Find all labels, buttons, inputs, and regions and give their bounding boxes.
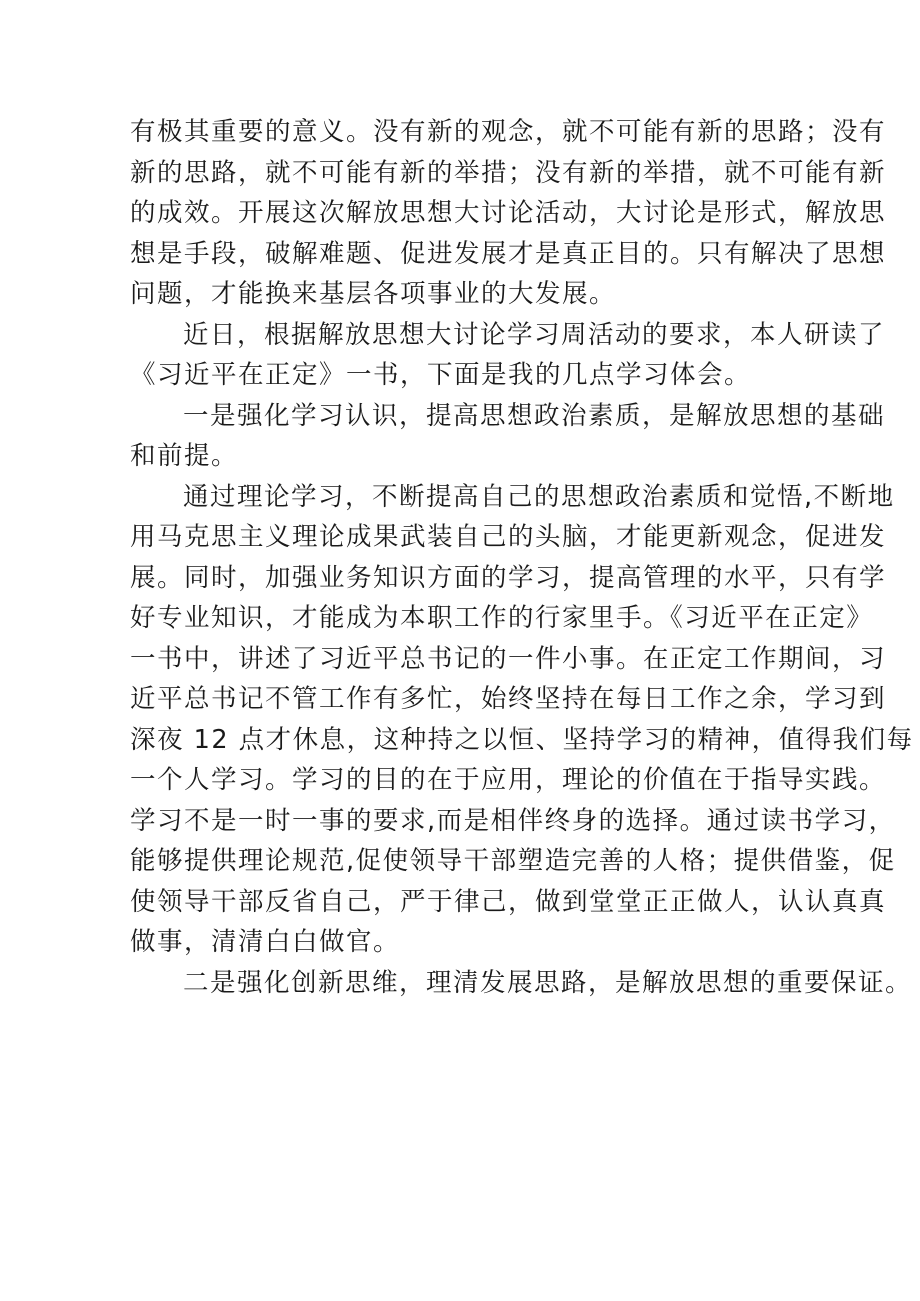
text-line: 使领导干部反省自己，严于律己，做到堂堂正正做人，认认真真 [130,886,887,917]
text-line: 想是手段，破解难题、促进发展才是真正目的。只有解决了思想 [130,238,887,269]
text-line: 一个人学习。学习的目的在于应用，理论的价值在于指导实践。 [130,765,887,795]
section-heading-line: 一是强化学习认识，提高思想政治素质，是解放思想的基础 [183,400,886,431]
text-line: 近平总书记不管工作有多忙，始终坚持在每日工作之余，学习到 [130,684,887,714]
text-line: 深夜 12 点才休息，这种持之以恒、坚持学习的精神，值得我们每 [130,724,914,755]
document-body [130,112,914,1003]
text-line: 好专业知识，才能成为本职工作的行家里手。《习近平在正定》 [130,603,874,633]
text-line: 问题，才能换来基层各项事业的大发展。 [130,279,617,309]
text-line: 《习近平在正定》一书，下面是我的几点学习体会。 [130,360,752,390]
text-line: 有极其重要的意义。没有新的观念，就不可能有新的思路；没有 [130,117,887,147]
text-line: 学习不是一时一事的要求,而是相伴终身的选择。通过读书学习， [130,805,896,836]
section-heading-line: 二是强化创新思维，理清发展思路，是解放思想的重要保证。 [183,967,913,998]
text-line: 用马克思主义理论成果武装自己的头脑，才能更新观念，促进发 [130,522,887,552]
text-line: 新的思路，就不可能有新的举措；没有新的举措，就不可能有新 [130,157,887,188]
text-line: 一书中，讲述了习近平总书记的一件小事。在正定工作期间，习 [130,643,887,674]
text-line: 做事，清清白白做官。 [130,927,401,957]
paragraph-start-line: 近日，根据解放思想大讨论学习周活动的要求，本人研读了 [183,319,886,350]
text-line: 和前提。 [130,441,239,471]
text-line: 的成效。开展这次解放思想大讨论活动，大讨论是形式，解放思 [130,198,887,228]
text-line: 展。同时，加强业务知识方面的学习，提高管理的水平，只有学 [130,562,887,593]
text-line: 能够提供理论规范,促使领导干部塑造完善的人格；提供借鉴，促 [130,846,896,876]
paragraph-start-line: 通过理论学习，不断提高自己的思想政治素质和觉悟,不断地 [183,481,895,512]
